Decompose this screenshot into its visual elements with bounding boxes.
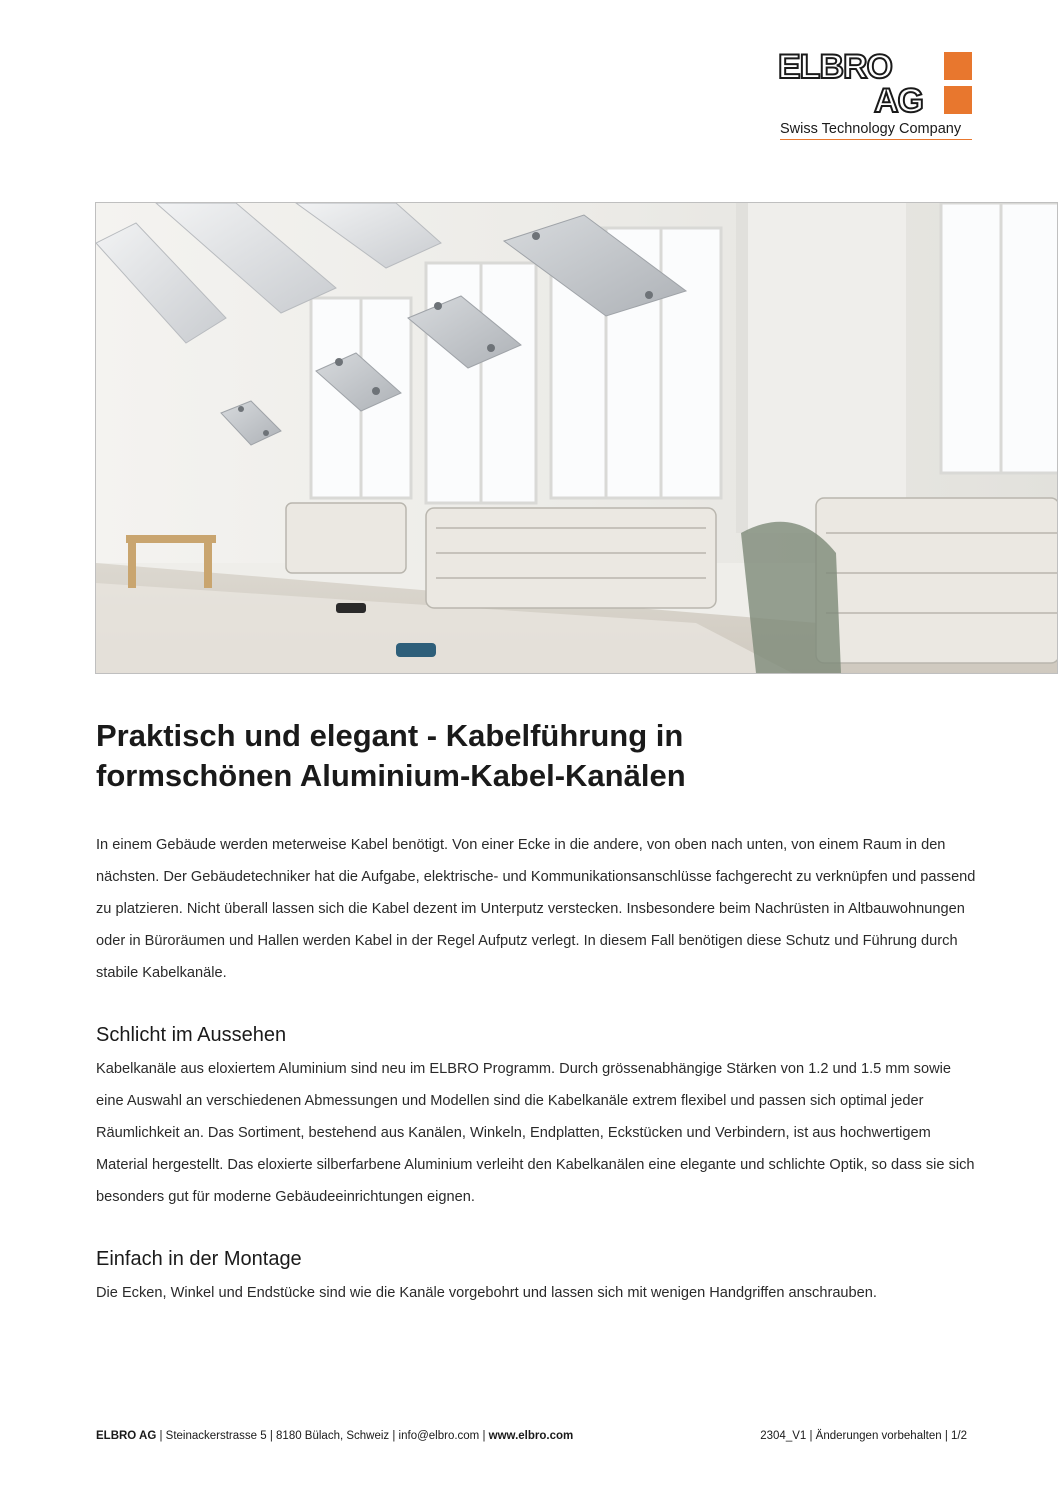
title-line-1: Praktisch und elegant - Kabelführung in <box>96 718 684 753</box>
logo-tagline: Swiss Technology Company <box>780 120 972 140</box>
footer-address: | Steinackerstrasse 5 | 8180 Bülach, Schweiz | info@elbro.com | <box>156 1430 489 1442</box>
column <box>736 203 906 533</box>
footer-website-link[interactable]: www.elbro.com <box>488 1430 574 1442</box>
footer-contact <box>96 1430 573 1442</box>
footer-company: ELBRO AG <box>96 1430 157 1442</box>
company-logo <box>778 50 974 142</box>
section-paragraph-schlicht: Kabelkanäle aus eloxiertem Aluminium sind neu im ELBRO Programm. Durch grössenabhängige Stärken von 1.2 und 1.5 mm sowie eine Auswahl an verschiedenen Abmessungen und Modellen sind die Kabelkanäle extrem flexibel und passen sich optimal jeder Räumlichkeit an. Das Sortiment, bestehend aus Kanälen, Winkeln, Endplatten, Eckstücken und Verbindern, ist aus hochwertigem Material hergestellt. Das eloxierte silberfarbene Aluminium verleiht den Kabelkanälen eine elegante und schlichte Optik, so dass sie sich besonders gut für moderne Gebäudeeinrichtungen eignen. <box>96 1061 975 1205</box>
debris-bag <box>741 522 841 673</box>
hero-image <box>95 202 1058 674</box>
logo-orange-square-top <box>944 52 972 80</box>
logo-word-ag: AG <box>874 82 923 120</box>
page-title <box>96 716 976 796</box>
section-paragraph-montage: Die Ecken, Winkel und Endstücke sind wie die Kanäle vorgebohrt und lassen sich mit wenigen Handgriffen anschrauben. <box>96 1285 877 1301</box>
footer-version: 2304_V1 | Änderungen vorbehalten | 1/2 <box>760 1430 967 1442</box>
intro-paragraph: In einem Gebäude werden meterweise Kabel benötigt. Von einer Ecke in die andere, von oben nach unten, von einem Raum in den nächsten. Der Gebäudetechniker hat die Aufgabe, elektrische- und Kommunikationsanschlüsse fachgerecht zu verknüpfen und passend zu platzieren. Nicht überall lassen sich die Kabel dezent im Unterputz verstecken. Insbesondere beim Nachrüsten in Altbauwohnungen oder in Büroräumen und Hallen werden Kabel in der Regel Aufputz verlegt. In diesem Fall benötigen diese Schutz und Führung durch stabile Kabelkanäle. <box>96 837 976 981</box>
section-heading-montage: Einfach in der Montage <box>96 1248 302 1270</box>
hero-illustration <box>96 203 1058 674</box>
logo-orange-square-bottom <box>944 86 972 114</box>
title-line-2: formschönen Aluminium-Kabel-Kanälen <box>96 758 686 793</box>
logo-word-elbro: ELBRO <box>778 48 892 86</box>
section-heading-schlicht: Schlicht im Aussehen <box>96 1024 287 1046</box>
drill-tool <box>396 643 436 657</box>
power-tool <box>336 603 366 613</box>
